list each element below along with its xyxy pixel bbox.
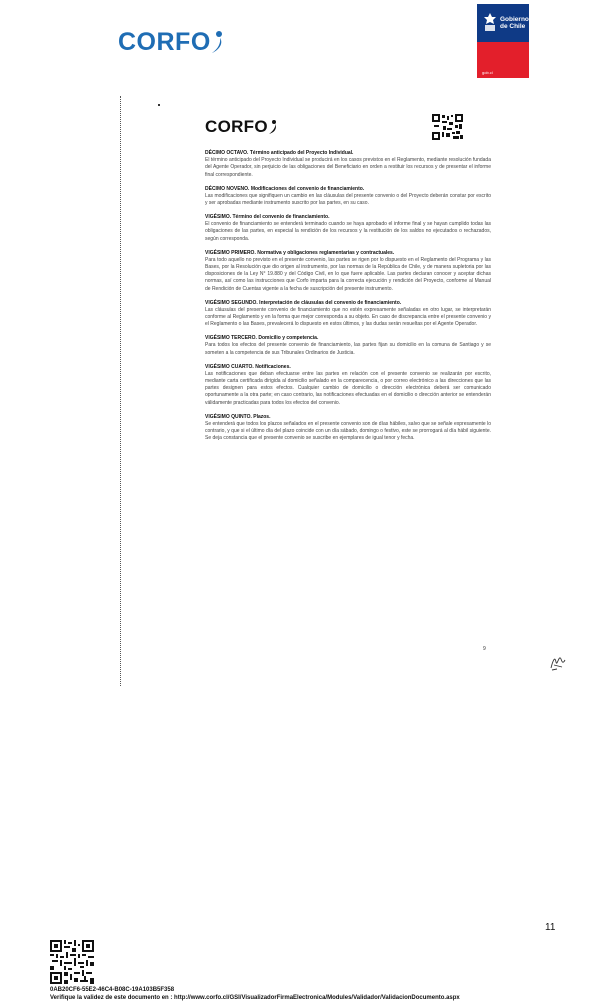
section-paragraph: Las cláusulas del presente convenio de financiamiento que no estén expresamente señaladas en otro lugar, se interpretarán conforme al Reglamento y en la forma que mejor corresponda a su objeto. En caso de discrepancia entre el presente convenio y el Reglamento o las Bases, prevalecerá lo dispuesto en estos últimos, y las dudas serán resueltas por el Agente Operador. [205, 306, 491, 328]
gobierno-line1: Gobierno [500, 16, 529, 23]
section-paragraph: Para todos los efectos del presente convenio de financiamiento, las partes fijan su domicilio en la comuna de Santiago y se someten a la competencia de sus Tribunales Ordinarios de Justicia. [205, 342, 491, 356]
document-code: 0AB20CF6-55E2-46C4-B08C-19A103B5F358 [50, 987, 175, 993]
scan-mark [158, 104, 160, 106]
gob-cl-label: gob.cl [482, 70, 493, 75]
corfo-logo [118, 26, 225, 58]
section-title: VIGÉSIMO. Término del convenio de financiamiento. [205, 214, 330, 221]
scanned-corfo-swoosh-icon [268, 119, 278, 135]
corfo-logo-text: CORFO [118, 27, 211, 56]
section-paragraph: Se entenderá que todos los plazos señalados en el presente convenio son de días hábiles, salvo que se señale expresamente lo contrario, y que si el último día del plazo coincide con un día sábado, domingo o festivo, este se prorrogará al día hábil siguiente. Se deja constancia que el presente convenio se suscribe en ejemplares de igual tenor y fecha. [205, 420, 491, 442]
scanned-corfo-logo [205, 117, 278, 137]
scanned-qr-code-icon [432, 114, 463, 140]
chile-crest-icon [482, 12, 498, 34]
section-paragraph: El término anticipado del Proyecto Individual se producirá en los casos previstos en el Reglamento, mediante resolución fundada del Agente Operador, sin perjuicio de las obligaciones del Beneficiario en orden a restituir los recursos y de presentar el informe final correspondiente. [205, 157, 491, 178]
section-title: VIGÉSIMO TERCERO. Domicilio y competencia. [205, 335, 319, 342]
page-number: 11 [545, 922, 556, 933]
section-title: VIGÉSIMO QUINTO. Plazos. [205, 413, 271, 420]
validation-qr-code-icon [50, 940, 94, 984]
section-paragraph: El convenio de financiamiento se entenderá terminado cuando se haya aprobado el informe final y se hayan cumplido todas las obligaciones de las partes, en especial la rendición de los recursos y la restitución de los saldos no ejecutados o rechazados, según corresponda. [205, 221, 491, 242]
scanned-corfo-logo-text: CORFO [205, 117, 268, 136]
section-title: VIGÉSIMO CUARTO. Notificaciones. [205, 363, 291, 370]
scanned-document-body [205, 150, 491, 442]
verification-link-text: Verifique la validez de este documento en : http://www.corfo.cl/GSI/VisualizadorFirmaElectronica/Modules/Validador/ValidacionDocumento.aspx [50, 995, 460, 1001]
section-title: VIGÉSIMO SEGUNDO. Interpretación de cláusulas del convenio de financiamiento. [205, 299, 402, 306]
scanned-page-number: 9 [483, 646, 486, 652]
corfo-swoosh-icon [209, 29, 225, 55]
section-title: VIGÉSIMO PRIMERO. Normativa y obligaciones reglamentarias y contractuales. [205, 249, 395, 256]
gobierno-de-chile-badge [477, 4, 529, 78]
signature-icon [548, 650, 568, 672]
scan-left-border [120, 96, 121, 686]
section-paragraph: Para todo aquello no previsto en el presente convenio, las partes se rigen por lo dispuesto en el Reglamento del Programa y las Bases, por la Resolución que dio origen al instrumento, por las normas de la República de Chile, y de manera supletoria por las disposiciones de la Ley N° 19.880 y del Código Civil, en lo que fuere aplicable. Las partes declaran conocer y aceptar dichas normas, así como las instrucciones que Corfo imparta para la correcta ejecución y rendición del Proyecto, conforme al Manual de Rendición de Cuentas vigente a la fecha de suscripción del presente instrumento. [205, 256, 491, 292]
section-paragraph: Las notificaciones que deban efectuarse entre las partes en relación con el presente convenio se realizarán por escrito, mediante carta certificada dirigida al domicilio señalado en la comparecencia, o por correo electrónico a las direcciones que las partes designen para estos efectos. Cualquier cambio de domicilio o dirección electrónica deberá ser comunicado oportunamente a la otra parte; en caso contrario, las notificaciones efectuadas en el domicilio o dirección anterior se entenderán válidamente practicadas para todos los efectos del convenio. [205, 370, 491, 406]
gobierno-line2: de Chile [500, 23, 526, 30]
section-title: DÉCIMO NOVENO. Modificaciones del convenio de financiamiento. [205, 185, 365, 192]
section-paragraph: Las modificaciones que signifiquen un cambio en las cláusulas del presente convenio o del Proyecto deberán constar por escrito y ser aprobadas mediante instrumento suscrito por las partes, en su caso. [205, 192, 491, 207]
section-title: DÉCIMO OCTAVO. Término anticipado del Proyecto Individual. [205, 150, 354, 156]
